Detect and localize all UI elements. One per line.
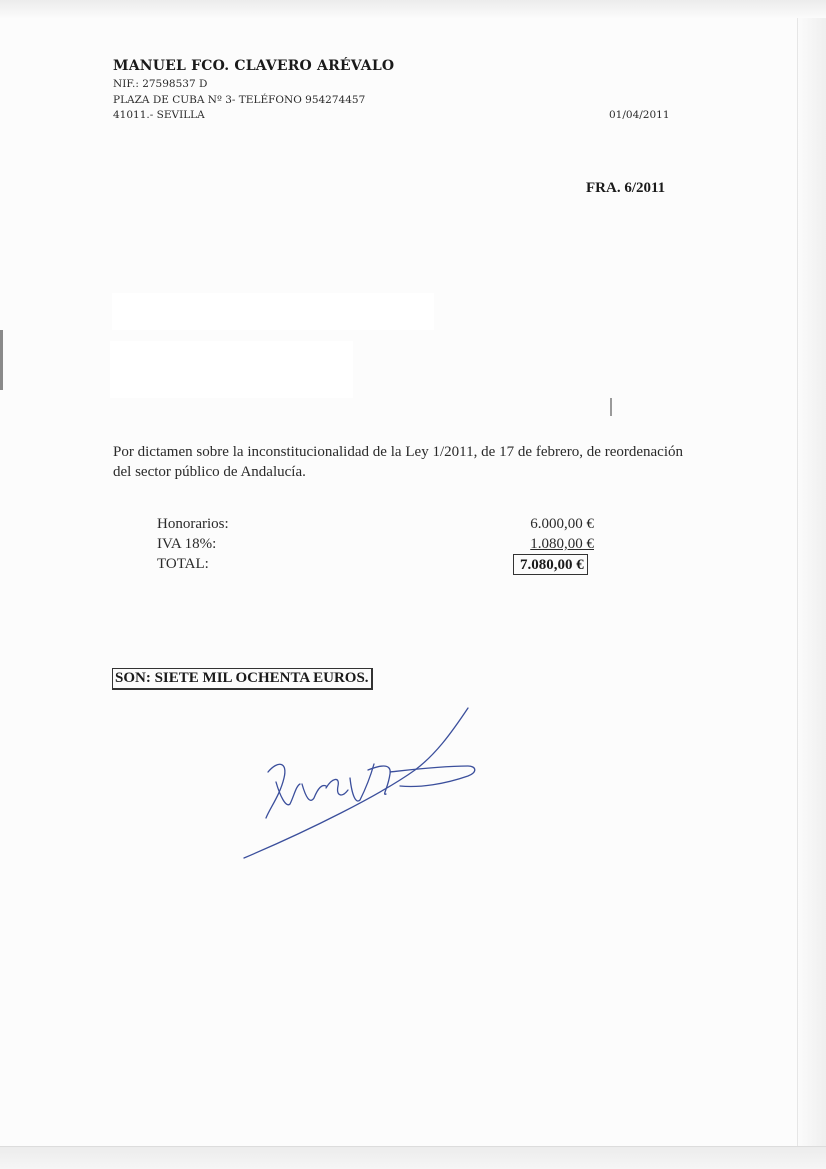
redacted-recipient-name — [112, 293, 434, 330]
amount-in-words: SON: SIETE MIL OCHENTA EUROS. — [112, 668, 373, 690]
vat-label: IVA 18%: — [157, 536, 217, 552]
sender-address: PLAZA DE CUBA Nº 3- TELÉFONO 954274457 — [113, 94, 366, 106]
redacted-recipient-address — [110, 341, 353, 398]
sender-city: 41011.- SEVILLA — [113, 109, 205, 121]
invoice-date: 01/04/2011 — [609, 109, 670, 121]
sender-nif: NIF.: 27598537 D — [113, 78, 208, 90]
invoice-concept: Por dictamen sobre la inconstitucionalidad de la Ley 1/2011, de 17 de febrero, de reordenación del sector público de Andalucía. — [113, 444, 683, 480]
scan-bottom-shadow — [0, 1146, 826, 1169]
scan-right-edge — [797, 18, 826, 1148]
scan-speck — [610, 398, 612, 416]
invoice-number: FRA. 6/2011 — [586, 180, 666, 196]
handwritten-signature — [240, 700, 485, 865]
total-label: TOTAL: — [157, 556, 209, 572]
fee-label: Honorarios: — [157, 516, 229, 532]
total-amount: 7.080,00 € — [513, 554, 588, 575]
scan-top-shadow — [0, 0, 826, 18]
sender-name: MANUEL FCO. CLAVERO ARÉVALO — [113, 58, 395, 74]
vat-amount: 1.080,00 € — [530, 536, 594, 552]
fee-amount: 6.000,00 € — [530, 516, 594, 532]
scan-left-mark — [0, 330, 3, 390]
